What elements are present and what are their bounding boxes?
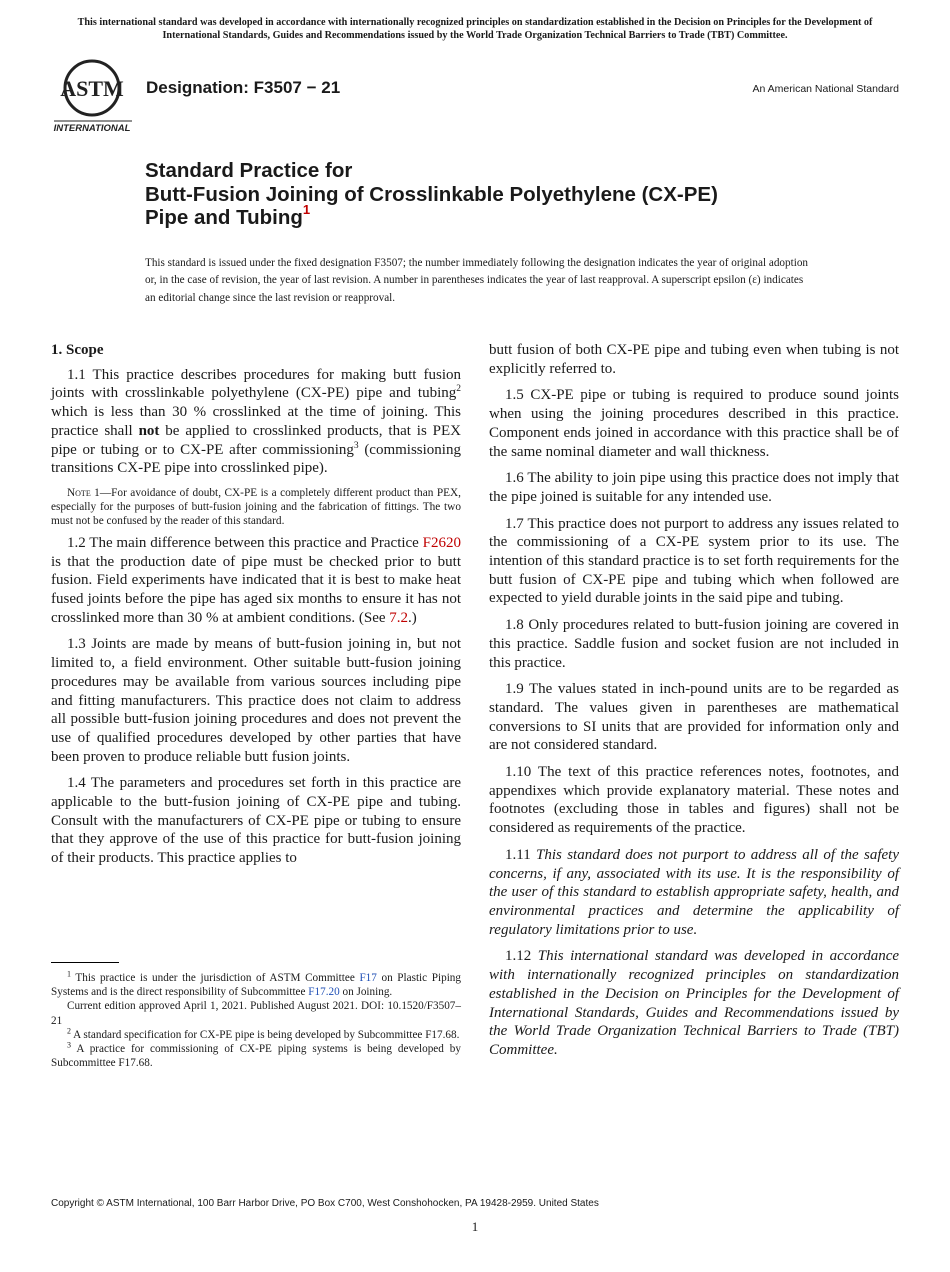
para-1-7: 1.7 This practice does not purport to address any issues related to the commissioning of a CX-PE system prior to its use. The intention of this standard practice is to set forth requirements for the butt fusion of CX-PE pipe and tubing which when followed are expected to yield durable joints in the said pipe and tubing. xyxy=(489,515,899,607)
abstract: This standard is issued under the fixed designation F3507; the number immediately following the designation indicates the year of original adoption or, in the case of revision, the year of last revision. A number in parentheses indicates the year of last reapproval. A superscript epsilon (ε) indicates an editorial change since the last revision or reapproval. xyxy=(145,257,809,304)
footnote-divider xyxy=(51,962,119,963)
para-1-2: 1.2 The main difference between this practice and Practice F2620 is that the production date of pipe must be checked prior to butt fusion. Field experiments have indicated that it is best to make heat fused joints before the pipe has aged six months to ensure it has not crosslinked more than 30 % at ambient conditions. (See 7.2.) xyxy=(51,534,461,626)
para-1-5: 1.5 CX-PE pipe or tubing is required to produce sound joints when using the joining procedures described in this practice. Component ends joined in accordance with this practice shall be of the same nominal diameter and wall thickness. xyxy=(489,387,899,460)
title-line-3: Pipe and Tubing$^1$ xyxy=(145,202,311,229)
link-f17-20[interactable]: F17.20 xyxy=(308,986,340,999)
astm-logo xyxy=(52,58,136,136)
para-1-6: 1.6 The ability to join pipe using this practice does not imply that the pipe joined is suitable for any intended use. xyxy=(489,470,899,505)
footnote-2: $^2$ A standard specification for CX-PE pipe is being developed by Subcommittee F17.68. xyxy=(67,1026,460,1041)
link-f17[interactable]: F17 xyxy=(359,972,377,984)
top-notice: This international standard was developed in accordance with internationally recognized principles on standardization established in the Decision on Principles for the Development of International Standards, Guides and Recommendations issued by the World Trade Organization Technical Barriers to Trade (TBT) Committee. xyxy=(77,17,873,41)
left-column xyxy=(51,341,461,876)
designation: Designation: F3507 − 21 xyxy=(146,78,341,97)
page-number: 1 xyxy=(471,1219,479,1234)
para-1-4: 1.4 The parameters and procedures set forth in this practice are applicable to the butt-fusion joining of CX-PE pipe and tubing. Consult with the manufacturers of CX-PE pipe or tubing to ensure that they approve of the use of this practice for butt-fusion joining of their products. This practice applies to xyxy=(51,775,461,867)
footnote-3: $^3$ A practice for commissioning of CX-PE piping systems is being developed by Subcommittee F17.68. xyxy=(51,1040,461,1070)
footnote-1: $^1$ This practice is under the jurisdiction of ASTM Committee F17 on Plastic Piping Systems and is the direct responsibility of Subcommittee F17.20 on Joining. xyxy=(51,969,461,999)
title-footnote-ref[interactable]: 1 xyxy=(302,202,311,218)
footnotes xyxy=(51,971,461,1070)
footnote-1-edition: Current edition approved April 1, 2021. Published August 2021. DOI: 10.1520/F3507–21 xyxy=(51,1000,461,1027)
right-column xyxy=(489,341,899,1068)
para-1-8: 1.8 Only procedures related to butt-fusion joining are covered in this practice. Saddle fusion and socket fusion are not included in this practice. xyxy=(489,617,899,671)
astm-logo-icon xyxy=(52,58,136,136)
link-f2620[interactable]: F2620 xyxy=(422,534,461,551)
para-1-10: 1.10 The text of this practice references notes, footnotes, and appendixes which provide explanatory material. These notes and footnotes (excluding those in tables and figures) shall not be considered as requirements of the practice. xyxy=(489,764,899,837)
copyright: Copyright © ASTM International, 100 Barr Harbor Drive, PO Box C700, West Conshohocken, PA 19428-2959. United States xyxy=(51,1198,599,1209)
document-title xyxy=(145,159,845,230)
para-1-4-continued: butt fusion of both CX-PE pipe and tubing even when tubing is not explicitly referred to. xyxy=(489,342,899,377)
link-7-2[interactable]: 7.2 xyxy=(389,609,409,626)
logo-text: ASTM xyxy=(60,76,124,101)
footnote-ref-3[interactable]: 3 xyxy=(353,440,359,451)
section-heading-scope: 1. Scope xyxy=(51,342,104,358)
note-1: Note 1—For avoidance of doubt, CX-PE is a completely different product than PEX, especially for the purposes of butt-fusion joining and the fabrication of fittings. The two must not be confused by the reader of this standard. xyxy=(51,486,462,527)
para-1-1: 1.1 This practice describes procedures for making butt fusion joints with crosslinkable polyethylene (CX-PE) pipe and tubing$^2$ which is less than 30 % crosslinked at the time of joining. This practice shall not be applied to crosslinked products, that is PEX pipe or tubing or to CX-PE after commissioning$^3$ (commissioning transitions CX-PE pipe into crosslinked pipe). xyxy=(51,366,461,477)
para-1-9: 1.9 The values stated in inch-pound units are to be regarded as standard. The values given in parentheses are mathematical conversions to SI units that are provided for information only and are not considered standard. xyxy=(489,681,899,754)
para-1-12: 1.12 This international standard was developed in accordance with internationally recognized principles on standardization established in the Decision on Principles for the Development of International Standards, Guides and Recommendations issued by the World Trade Organization Technical Barriers to Trade (TBT) Committee. xyxy=(489,948,900,1058)
title-line-1: Standard Practice for xyxy=(145,159,353,182)
para-1-11: 1.11 This standard does not purport to address all of the safety concerns, if any, associated with its use. It is the responsibility of the user of this standard to establish appropriate safety, health, and environmental practices and determine the applicability of regulatory limitations prior to use. xyxy=(489,846,900,938)
american-national-standard: An American National Standard xyxy=(752,83,899,95)
footnote-ref-2[interactable]: 2 xyxy=(456,384,461,395)
logo-subtitle: INTERNATIONAL xyxy=(53,123,131,134)
title-line-2: Butt-Fusion Joining of Crosslinkable Polyethylene (CX-PE) xyxy=(145,182,718,206)
para-1-3: 1.3 Joints are made by means of butt-fusion joining in, but not limited to, a field environment. Other suitable butt-fusion joining procedures may be available from various sources including pipe and fitting manufacturers. This practice does not claim to address all possible butt-fusion joining procedures and does not prevent the use of qualified procedures developed by other parties that have been proven to produce reliable butt fusion joints. xyxy=(51,636,461,765)
